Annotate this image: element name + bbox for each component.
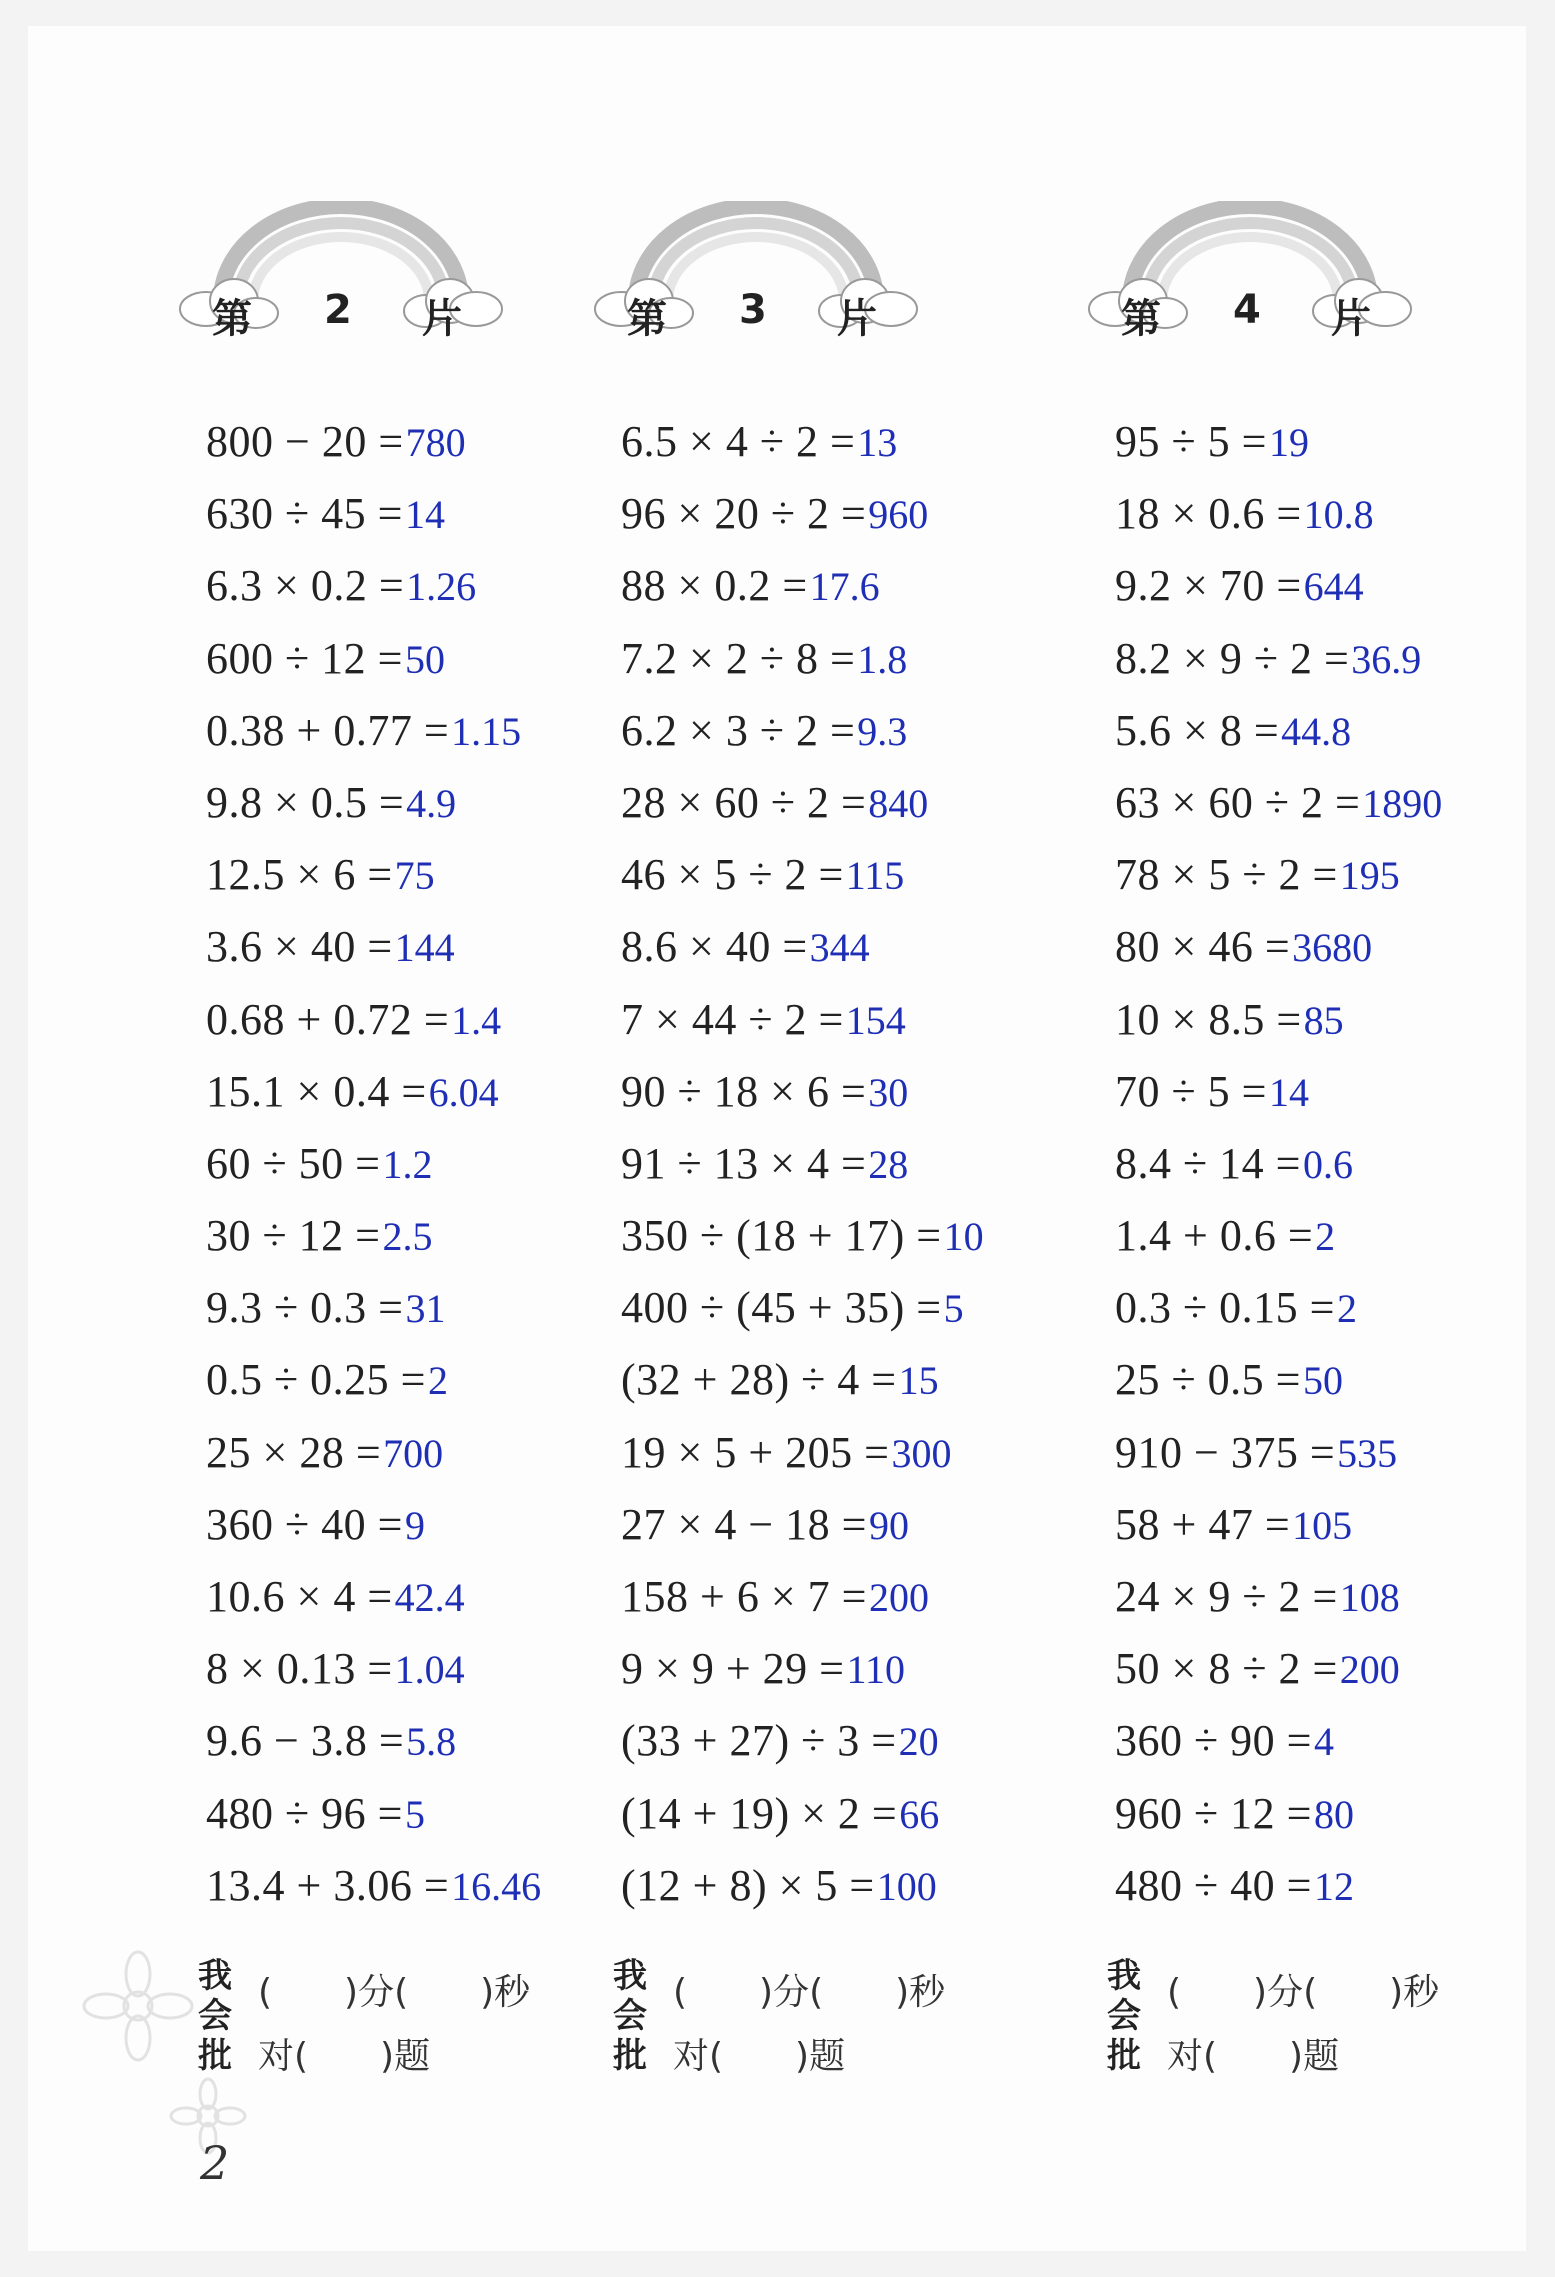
handwritten-answer: 1.8 bbox=[857, 636, 908, 682]
problem-expression: 9.2 × 70 = bbox=[1115, 561, 1302, 611]
problem-row bbox=[621, 478, 984, 550]
handwritten-answer: 644 bbox=[1303, 564, 1364, 610]
handwritten-answer: 14 bbox=[1268, 1069, 1309, 1115]
problem-row bbox=[206, 1128, 541, 1200]
problem-row bbox=[621, 1056, 984, 1128]
problem-row bbox=[206, 1200, 541, 1272]
handwritten-answer: 2 bbox=[1336, 1286, 1357, 1332]
problem-expression: (14 + 19) × 2 = bbox=[621, 1788, 898, 1838]
card-header bbox=[176, 201, 506, 341]
handwritten-answer: 1.2 bbox=[382, 1141, 433, 1187]
problem-row bbox=[621, 839, 984, 911]
problem-row bbox=[1115, 839, 1442, 911]
problem-row bbox=[206, 695, 541, 767]
flower-decoration-icon bbox=[58, 1886, 278, 2186]
handwritten-answer: 15 bbox=[898, 1358, 939, 1404]
problem-row bbox=[206, 1633, 541, 1705]
problem-row bbox=[1115, 623, 1442, 695]
problem-expression: 600 ÷ 12 = bbox=[206, 633, 403, 683]
problem-row bbox=[621, 695, 984, 767]
handwritten-answer: 100 bbox=[876, 1863, 937, 1909]
problem-expression: 88 × 0.2 = bbox=[621, 561, 808, 611]
handwritten-answer: 19 bbox=[1268, 420, 1309, 465]
problem-expression: 46 × 5 ÷ 2 = bbox=[621, 850, 844, 900]
problem-row bbox=[621, 1417, 984, 1489]
problem-expression: 7 × 44 ÷ 2 = bbox=[621, 994, 844, 1044]
handwritten-answer: 90 bbox=[868, 1502, 909, 1548]
problem-row bbox=[206, 623, 541, 695]
problem-expression: 0.3 ÷ 0.15 = bbox=[1115, 1283, 1335, 1333]
handwritten-answer: 960 bbox=[868, 492, 929, 538]
correct-count-line: 对( )题 bbox=[1167, 2036, 1340, 2077]
problem-expression: 400 ÷ (45 + 35) = bbox=[621, 1283, 942, 1333]
problem-row bbox=[621, 406, 984, 478]
problem-row bbox=[206, 1778, 541, 1850]
problem-expression: 12.5 × 6 = bbox=[206, 850, 393, 900]
problem-expression: 8 × 0.13 = bbox=[206, 1644, 393, 1694]
problem-expression: (33 + 27) ÷ 3 = bbox=[621, 1716, 897, 1766]
problem-row bbox=[621, 550, 984, 622]
problem-row bbox=[1115, 1489, 1442, 1561]
handwritten-answer: 66 bbox=[899, 1791, 940, 1837]
header-number: 3 bbox=[739, 287, 767, 333]
problem-expression: 910 − 375 = bbox=[1115, 1427, 1336, 1477]
handwritten-answer: 10.8 bbox=[1303, 492, 1374, 538]
problem-row bbox=[621, 1705, 984, 1777]
handwritten-answer: 14 bbox=[404, 492, 445, 538]
problem-expression: 78 × 5 ÷ 2 = bbox=[1115, 850, 1338, 900]
problem-expression: 9.6 − 3.8 = bbox=[206, 1716, 405, 1766]
problem-expression: 90 ÷ 18 × 6 = bbox=[621, 1066, 867, 1116]
problem-expression: 95 ÷ 5 = bbox=[1115, 417, 1267, 466]
card-header bbox=[1085, 201, 1415, 341]
problem-row bbox=[206, 1561, 541, 1633]
problem-row bbox=[1115, 1850, 1442, 1922]
problem-row bbox=[1115, 1344, 1442, 1416]
handwritten-answer: 5.8 bbox=[406, 1719, 457, 1765]
handwritten-answer: 105 bbox=[1292, 1502, 1353, 1548]
problem-expression: (12 + 8) × 5 = bbox=[621, 1860, 875, 1910]
handwritten-answer: 17.6 bbox=[809, 564, 880, 610]
handwritten-answer: 13 bbox=[857, 420, 898, 465]
vertical-label: 我 会 批 bbox=[1107, 1956, 1141, 2076]
time-line: ( )分( )秒 bbox=[673, 1972, 946, 2013]
problem-expression: 10 × 8.5 = bbox=[1115, 994, 1302, 1044]
handwritten-answer: 28 bbox=[868, 1141, 909, 1187]
handwritten-answer: 108 bbox=[1339, 1575, 1400, 1620]
problem-expression: 63 × 60 ÷ 2 = bbox=[1115, 777, 1361, 827]
problem-list bbox=[621, 406, 984, 1922]
problem-row bbox=[206, 1489, 541, 1561]
problem-row bbox=[206, 911, 541, 983]
problem-row bbox=[621, 1489, 984, 1561]
handwritten-answer: 85 bbox=[1303, 997, 1344, 1043]
problem-expression: 25 ÷ 0.5 = bbox=[1115, 1355, 1301, 1405]
problem-row bbox=[1115, 1272, 1442, 1344]
problem-expression: 13.4 + 3.06 = bbox=[206, 1860, 450, 1910]
problem-expression: 30 ÷ 12 = bbox=[206, 1211, 381, 1261]
problem-expression: 19 × 5 + 205 = bbox=[621, 1427, 890, 1477]
handwritten-answer: 1.04 bbox=[394, 1647, 465, 1693]
problem-expression: 8.4 ÷ 14 = bbox=[1115, 1138, 1301, 1188]
problem-expression: 9.8 × 0.5 = bbox=[206, 777, 405, 827]
header-suffix: 片 bbox=[422, 296, 462, 342]
problem-row bbox=[206, 406, 541, 478]
problem-expression: 360 ÷ 90 = bbox=[1115, 1716, 1312, 1766]
handwritten-answer: 154 bbox=[845, 997, 906, 1043]
problem-expression: 6.3 × 0.2 = bbox=[206, 561, 405, 611]
handwritten-answer: 4 bbox=[1313, 1719, 1334, 1765]
handwritten-answer: 20 bbox=[898, 1719, 939, 1765]
page-number: 2 bbox=[200, 2136, 230, 2190]
handwritten-answer: 1.26 bbox=[406, 564, 477, 610]
vertical-label: 我 会 批 bbox=[613, 1956, 647, 2076]
problem-expression: 58 + 47 = bbox=[1115, 1499, 1291, 1549]
problem-expression: 3.6 × 40 = bbox=[206, 922, 393, 972]
problem-expression: 91 ÷ 13 × 4 = bbox=[621, 1138, 867, 1188]
problem-row bbox=[1115, 695, 1442, 767]
handwritten-answer: 110 bbox=[846, 1647, 905, 1693]
handwritten-answer: 36.9 bbox=[1351, 636, 1422, 682]
problem-expression: 50 × 8 ÷ 2 = bbox=[1115, 1644, 1338, 1694]
handwritten-answer: 3680 bbox=[1292, 925, 1373, 971]
handwritten-answer: 200 bbox=[1339, 1647, 1400, 1693]
problem-row bbox=[621, 623, 984, 695]
handwritten-answer: 2.5 bbox=[382, 1214, 433, 1260]
problem-row bbox=[1115, 1056, 1442, 1128]
problem-expression: 800 − 20 = bbox=[206, 417, 404, 466]
problem-expression: 9.3 ÷ 0.3 = bbox=[206, 1283, 404, 1333]
problem-expression: 15.1 × 0.4 = bbox=[206, 1066, 427, 1116]
problem-expression: 630 ÷ 45 = bbox=[206, 489, 403, 539]
problem-row bbox=[1115, 1128, 1442, 1200]
problem-row bbox=[621, 1850, 984, 1922]
card-header bbox=[591, 201, 921, 341]
problem-expression: 7.2 × 2 ÷ 8 = bbox=[621, 633, 856, 683]
problem-expression: 9 × 9 + 29 = bbox=[621, 1644, 845, 1694]
handwritten-answer: 50 bbox=[404, 636, 445, 682]
problem-row bbox=[1115, 767, 1442, 839]
correct-count-line: 对( )题 bbox=[673, 2036, 846, 2077]
problem-expression: 96 × 20 ÷ 2 = bbox=[621, 489, 867, 539]
problem-row bbox=[621, 1633, 984, 1705]
handwritten-answer: 50 bbox=[1302, 1358, 1343, 1404]
problem-row bbox=[206, 1705, 541, 1777]
problem-row bbox=[621, 984, 984, 1056]
handwritten-answer: 44.8 bbox=[1281, 708, 1352, 754]
problem-expression: 0.5 ÷ 0.25 = bbox=[206, 1355, 426, 1405]
header-suffix: 片 bbox=[837, 296, 877, 342]
time-line: ( )分( )秒 bbox=[1167, 1972, 1440, 2013]
handwritten-answer: 2 bbox=[427, 1358, 448, 1404]
problem-expression: 80 × 46 = bbox=[1115, 922, 1291, 972]
problem-row bbox=[1115, 984, 1442, 1056]
problem-row bbox=[621, 1272, 984, 1344]
problem-row bbox=[621, 1561, 984, 1633]
problem-expression: 5.6 × 8 = bbox=[1115, 705, 1280, 755]
handwritten-answer: 75 bbox=[394, 853, 435, 899]
problem-list bbox=[206, 406, 541, 1922]
problem-expression: (32 + 28) ÷ 4 = bbox=[621, 1355, 897, 1405]
problem-row bbox=[621, 1778, 984, 1850]
problem-row bbox=[1115, 406, 1442, 478]
problem-row bbox=[206, 550, 541, 622]
handwritten-answer: 115 bbox=[845, 853, 905, 899]
handwritten-answer: 80 bbox=[1313, 1791, 1354, 1837]
handwritten-answer: 200 bbox=[868, 1575, 929, 1620]
problem-row bbox=[1115, 1633, 1442, 1705]
problem-expression: 6.5 × 4 ÷ 2 = bbox=[621, 417, 856, 466]
problem-expression: 960 ÷ 12 = bbox=[1115, 1788, 1312, 1838]
self-check-footer bbox=[613, 1956, 993, 2096]
handwritten-answer: 300 bbox=[891, 1430, 952, 1476]
handwritten-answer: 1.15 bbox=[451, 708, 522, 754]
problem-row bbox=[621, 1200, 984, 1272]
correct-count-line: 对( )题 bbox=[258, 2036, 431, 2077]
problem-expression: 25 × 28 = bbox=[206, 1427, 382, 1477]
handwritten-answer: 700 bbox=[383, 1430, 444, 1476]
problem-row bbox=[1115, 1705, 1442, 1777]
handwritten-answer: 12 bbox=[1313, 1863, 1354, 1909]
self-check-footer bbox=[1107, 1956, 1487, 2096]
handwritten-answer: 16.46 bbox=[451, 1863, 542, 1909]
handwritten-answer: 344 bbox=[809, 925, 870, 971]
problem-row bbox=[206, 984, 541, 1056]
header-suffix: 片 bbox=[1331, 296, 1371, 342]
problem-expression: 0.38 + 0.77 = bbox=[206, 705, 450, 755]
problem-expression: 1.4 + 0.6 = bbox=[1115, 1211, 1314, 1261]
problem-expression: 8.2 × 9 ÷ 2 = bbox=[1115, 633, 1350, 683]
problem-expression: 158 + 6 × 7 = bbox=[621, 1572, 867, 1621]
header-prefix: 第 bbox=[1121, 296, 1161, 342]
problem-expression: 27 × 4 − 18 = bbox=[621, 1499, 867, 1549]
worksheet-page bbox=[28, 26, 1526, 2251]
problem-row bbox=[206, 1344, 541, 1416]
problem-list bbox=[1115, 406, 1442, 1922]
problem-row bbox=[206, 1056, 541, 1128]
problem-row bbox=[206, 767, 541, 839]
handwritten-answer: 30 bbox=[868, 1069, 909, 1115]
problem-expression: 360 ÷ 40 = bbox=[206, 1499, 403, 1549]
header-prefix: 第 bbox=[627, 296, 667, 342]
handwritten-answer: 9.3 bbox=[857, 708, 908, 754]
problem-row bbox=[206, 1417, 541, 1489]
problem-row bbox=[206, 478, 541, 550]
time-line: ( )分( )秒 bbox=[258, 1972, 531, 2013]
handwritten-answer: 10 bbox=[943, 1214, 984, 1260]
handwritten-answer: 5 bbox=[404, 1791, 425, 1837]
handwritten-answer: 2 bbox=[1315, 1214, 1336, 1260]
problem-row bbox=[206, 839, 541, 911]
problem-expression: 6.2 × 3 ÷ 2 = bbox=[621, 705, 856, 755]
problem-row bbox=[621, 911, 984, 983]
vertical-label: 我 会 批 bbox=[198, 1956, 232, 2076]
handwritten-answer: 144 bbox=[394, 925, 455, 971]
problem-expression: 10.6 × 4 = bbox=[206, 1572, 393, 1621]
problem-row bbox=[206, 1272, 541, 1344]
problem-row bbox=[1115, 478, 1442, 550]
problem-row bbox=[1115, 1200, 1442, 1272]
problem-expression: 0.68 + 0.72 = bbox=[206, 994, 450, 1044]
problem-expression: 480 ÷ 96 = bbox=[206, 1788, 403, 1838]
problem-row bbox=[1115, 550, 1442, 622]
header-number: 4 bbox=[1233, 287, 1261, 333]
problem-row bbox=[1115, 911, 1442, 983]
problem-row bbox=[1115, 1417, 1442, 1489]
problem-expression: 350 ÷ (18 + 17) = bbox=[621, 1211, 942, 1261]
problem-expression: 28 × 60 ÷ 2 = bbox=[621, 777, 867, 827]
handwritten-answer: 535 bbox=[1337, 1430, 1398, 1476]
header-number: 2 bbox=[324, 287, 352, 333]
header-prefix: 第 bbox=[212, 296, 252, 342]
problem-row bbox=[1115, 1561, 1442, 1633]
handwritten-answer: 0.6 bbox=[1302, 1141, 1353, 1187]
handwritten-answer: 780 bbox=[405, 420, 466, 465]
handwritten-answer: 6.04 bbox=[428, 1069, 499, 1115]
problem-expression: 60 ÷ 50 = bbox=[206, 1138, 381, 1188]
handwritten-answer: 31 bbox=[405, 1286, 446, 1332]
problem-expression: 18 × 0.6 = bbox=[1115, 489, 1302, 539]
problem-row bbox=[621, 1128, 984, 1200]
problem-expression: 70 ÷ 5 = bbox=[1115, 1066, 1267, 1116]
handwritten-answer: 1890 bbox=[1362, 780, 1443, 826]
handwritten-answer: 1.4 bbox=[451, 997, 502, 1043]
handwritten-answer: 42.4 bbox=[394, 1575, 465, 1620]
problem-expression: 8.6 × 40 = bbox=[621, 922, 808, 972]
handwritten-answer: 5 bbox=[943, 1286, 964, 1332]
problem-row bbox=[1115, 1778, 1442, 1850]
handwritten-answer: 9 bbox=[404, 1502, 425, 1548]
problem-row bbox=[621, 767, 984, 839]
handwritten-answer: 4.9 bbox=[406, 780, 457, 826]
handwritten-answer: 840 bbox=[868, 780, 929, 826]
problem-row bbox=[621, 1344, 984, 1416]
problem-expression: 24 × 9 ÷ 2 = bbox=[1115, 1572, 1338, 1621]
problem-expression: 480 ÷ 40 = bbox=[1115, 1860, 1312, 1910]
handwritten-answer: 195 bbox=[1339, 853, 1400, 899]
